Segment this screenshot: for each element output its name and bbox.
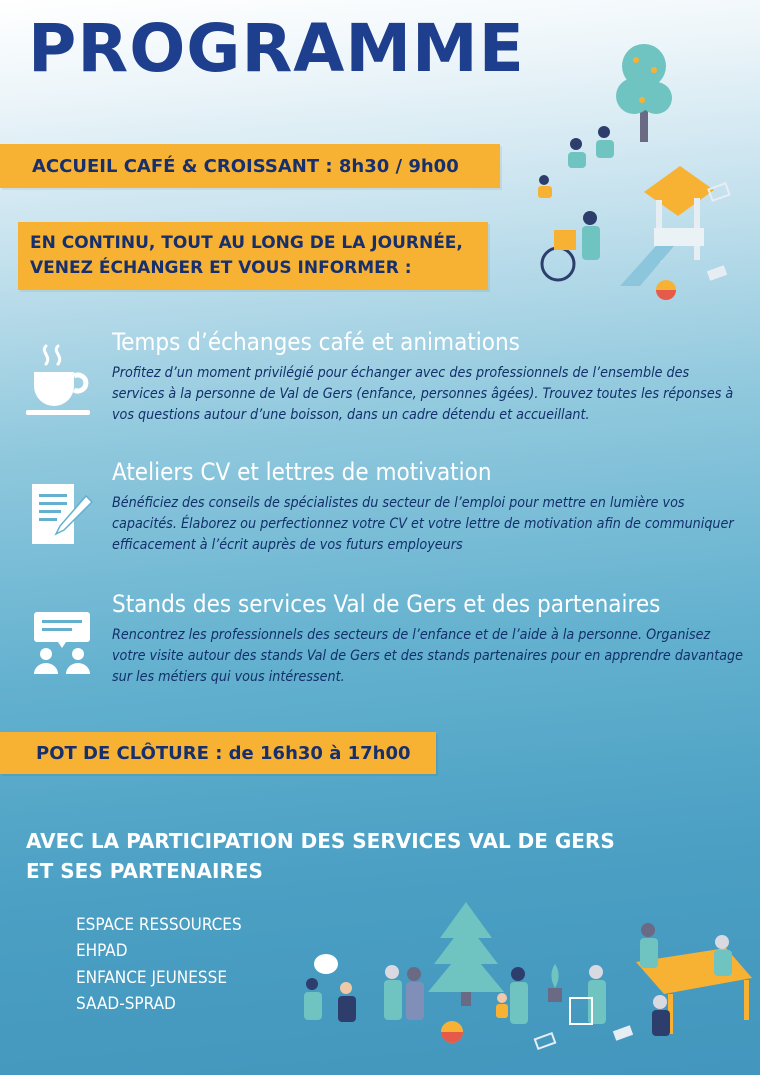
continuous-line-2: VENEZ ÉCHANGER ET VOUS INFORMER : <box>30 258 412 278</box>
partners-heading-line-1: AVEC LA PARTICIPATION DES SERVICES VAL DE GERS <box>26 829 615 853</box>
section-text: Bénéficiez des conseils de spécialistes du secteur de l’emploi pour mettre en lumière vos capacités. Élaborez ou perfectionnez votre CV et votre lettre de motivation afin de communiquer efficacement à l’écrit auprès de vos futurs employeurs <box>112 494 734 554</box>
closing-band <box>0 732 436 774</box>
continuous-band <box>18 222 488 290</box>
people-scene-illustration <box>296 898 760 1062</box>
list-item: ESPACE RESSOURCES <box>76 915 242 935</box>
section-title: Temps d’échanges café et animations <box>112 328 520 356</box>
welcome-text: ACCUEIL CAFÉ & CROISSANT : 8h30 / 9h00 <box>32 155 459 177</box>
section-stands <box>112 590 744 689</box>
closing-text: POT DE CLÔTURE : de 16h30 à 17h00 <box>36 742 411 764</box>
document-pen-icon <box>30 480 94 548</box>
playground-illustration <box>524 40 760 310</box>
partners-list <box>76 912 242 1017</box>
section-text: Rencontrez les professionnels des secteurs de l’enfance et de l’aide à la personne. Organisez votre visite autour des stands Val de Gers et des stands partenaires pour en apprendre davantage sur les métiers qui vous intéressent. <box>112 626 744 686</box>
welcome-band <box>0 144 500 188</box>
section-title: Ateliers CV et lettres de motivation <box>112 458 492 486</box>
partners-heading-line-2: ET SES PARTENAIRES <box>26 859 263 883</box>
list-item: EHPAD <box>76 941 128 962</box>
section-title: Stands des services Val de Gers et des partenaires <box>112 590 661 618</box>
section-text: Profitez d’un moment privilégié pour échanger avec des professionnels de l’ensemble des services à la personne de Val de Gers (enfance, personnes âgées). Trouvez toutes les réponses à vos questions autour d’une boisson, dans un cadre détendu et accueillant. <box>112 364 734 424</box>
section-cv-workshops <box>112 458 744 557</box>
people-chat-icon <box>30 610 94 674</box>
section-exchanges <box>112 328 744 427</box>
continuous-line-1: EN CONTINU, TOUT AU LONG DE LA JOURNÉE, <box>30 233 463 254</box>
coffee-cup-icon <box>26 342 94 418</box>
list-item: ENFANCE JEUNESSE <box>76 967 227 988</box>
partners-heading <box>26 826 615 886</box>
page-title: PROGRAMME <box>28 10 525 87</box>
list-item: SAAD-SPRAD <box>76 994 176 1015</box>
